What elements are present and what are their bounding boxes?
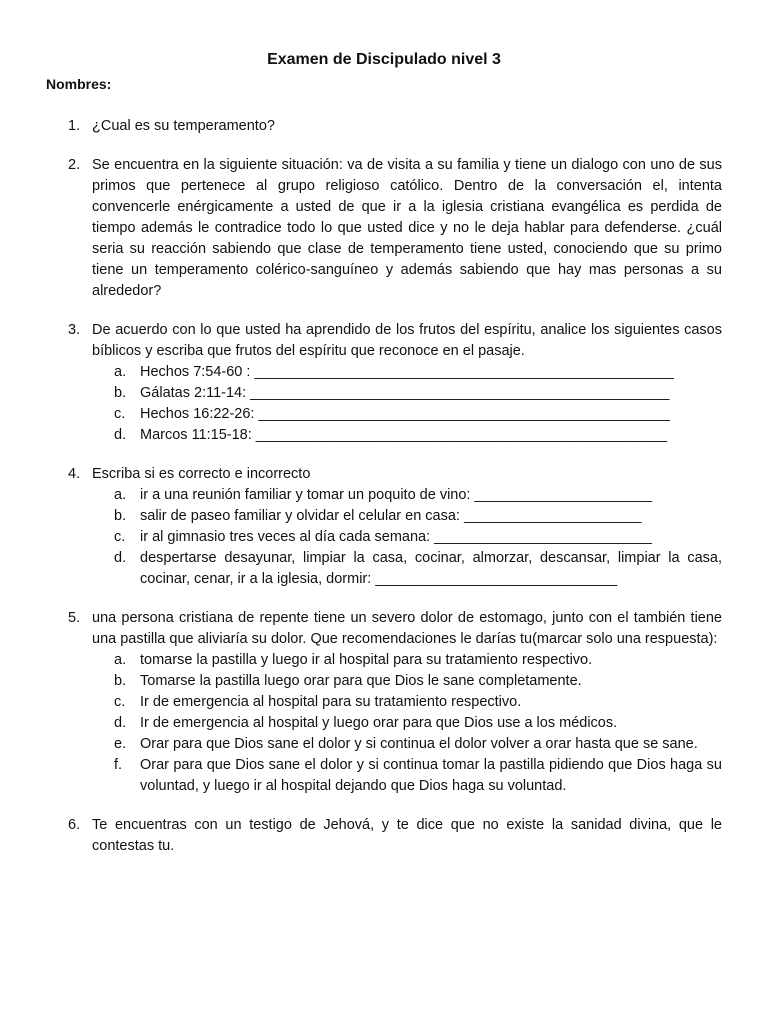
item-letter: d. — [114, 550, 127, 566]
answer-list — [92, 650, 722, 797]
list-item — [92, 506, 722, 527]
question-text: Se encuentra en la siguiente situación: va de visita a su familia y tiene un dialogo con uno de sus primos que pertenece al grupo religioso católico. Dentro de la conversación el, intenta convencerle enérgicamente a usted de que ir a la iglesia cristiana evangélica es perdida de tiempo además le contradice todo lo que usted dice y no le deja hablar para defenderse. ¿cuál seria su reacción sabiendo que clase de temperamento tiene usted, conociendo que su primo tiene un temperamento colérico-sanguíneo y además sabiendo que hay mas personas a su alrededor? — [92, 157, 722, 299]
item-text: despertarse desayunar, limpiar la casa, cocinar, almorzar, descansar, limpiar la casa, cocinar, cenar, ir a la iglesia, dormir: ______________________________ — [140, 550, 722, 587]
item-letter: a. — [114, 652, 127, 668]
question-number: 6. — [68, 817, 81, 833]
list-item — [92, 485, 722, 506]
item-text: Gálatas 2:11-14: ____________________________________________________ — [140, 385, 670, 401]
item-text: tomarse la pastilla y luego ir al hospital para su tratamiento respectivo. — [140, 652, 593, 668]
item-letter: a. — [114, 487, 127, 503]
item-letter: d. — [114, 427, 127, 443]
item-letter: c. — [114, 406, 126, 422]
list-item — [92, 527, 722, 548]
question-1 — [46, 116, 722, 137]
list-item — [92, 755, 722, 797]
list-item — [92, 425, 722, 446]
question-text: De acuerdo con lo que usted ha aprendido de los frutos del espíritu, analice los siguientes casos bíblicos y escriba que frutos del espíritu que reconoce en el pasaje. — [92, 322, 722, 359]
question-text: ¿Cual es su temperamento? — [92, 118, 275, 134]
list-item — [92, 548, 722, 590]
item-letter: e. — [114, 736, 127, 752]
item-text: Tomarse la pastilla luego orar para que Dios le sane completamente. — [140, 673, 582, 689]
question-number: 1. — [68, 118, 81, 134]
list-item — [92, 362, 722, 383]
item-text: Orar para que Dios sane el dolor y si continua el dolor volver a orar hasta que se sane. — [140, 736, 698, 752]
item-letter: b. — [114, 385, 127, 401]
item-text: salir de paseo familiar y olvidar el celular en casa: ______________________ — [140, 508, 642, 524]
question-3 — [46, 320, 722, 446]
question-number: 2. — [68, 157, 81, 173]
item-text: Marcos 11:15-18: ___________________________________________________ — [140, 427, 668, 443]
question-text: Te encuentras con un testigo de Jehová, y te dice que no existe la sanidad divina, que le contestas tu. — [92, 817, 722, 854]
item-text: ir a una reunión familiar y tomar un poquito de vino: ______________________ — [140, 487, 652, 503]
question-number: 4. — [68, 466, 81, 482]
list-item — [92, 404, 722, 425]
list-item — [92, 692, 722, 713]
question-2 — [46, 155, 722, 302]
question-text: Escriba si es correcto e incorrecto — [92, 466, 311, 482]
item-text: Orar para que Dios sane el dolor y si continua tomar la pastilla pidiendo que Dios haga su voluntad, y luego ir al hospital dejando que Dios haga su voluntad. — [140, 757, 722, 794]
names-label: Nombres: — [46, 76, 112, 92]
question-5 — [46, 608, 722, 797]
item-letter: b. — [114, 673, 127, 689]
item-letter: c. — [114, 694, 126, 710]
item-letter: f. — [114, 757, 123, 773]
list-item — [92, 734, 722, 755]
item-letter: b. — [114, 508, 127, 524]
question-6 — [46, 815, 722, 857]
item-text: Ir de emergencia al hospital y luego orar para que Dios use a los médicos. — [140, 715, 618, 731]
list-item — [92, 671, 722, 692]
list-item — [92, 383, 722, 404]
exam-title: Examen de Discipulado nivel 3 — [267, 51, 501, 68]
question-4 — [46, 464, 722, 590]
item-letter: c. — [114, 529, 126, 545]
item-letter: a. — [114, 364, 127, 380]
item-text: Ir de emergencia al hospital para su tratamiento respectivo. — [140, 694, 522, 710]
answer-list — [92, 485, 722, 590]
question-text: una persona cristiana de repente tiene un severo dolor de estomago, junto con el también tiene una pastilla que aliviaría su dolor. Que recomendaciones le darías tu(marcar solo una respuesta): — [92, 610, 722, 647]
question-number: 3. — [68, 322, 81, 338]
item-letter: d. — [114, 715, 127, 731]
item-text: Hechos 16:22-26: ___________________________________________________ — [140, 406, 670, 422]
list-item — [92, 650, 722, 671]
item-text: ir al gimnasio tres veces al día cada semana: ___________________________ — [140, 529, 652, 545]
question-number: 5. — [68, 610, 81, 626]
answer-list — [92, 362, 722, 446]
list-item — [92, 713, 722, 734]
item-text: Hechos 7:54-60 : ____________________________________________________ — [140, 364, 674, 380]
